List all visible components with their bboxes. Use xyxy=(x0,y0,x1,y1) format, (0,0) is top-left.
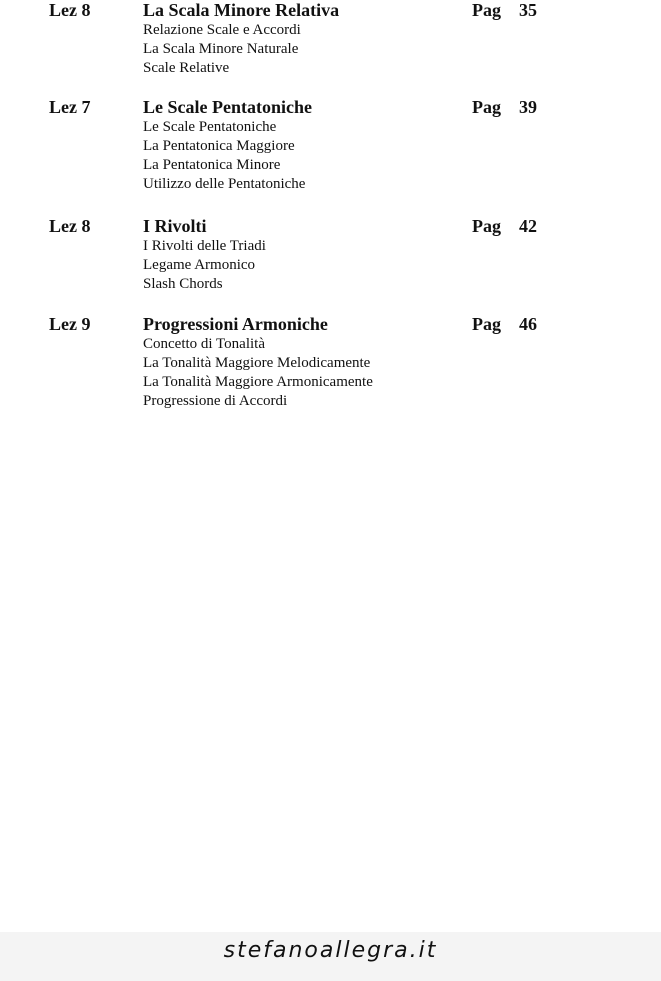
subtopic: La Tonalità Maggiore Armonicamente xyxy=(143,374,373,390)
lesson-number: Lez 8 xyxy=(49,0,91,20)
lesson-number: Lez 7 xyxy=(49,97,91,117)
footer-bar xyxy=(0,932,661,981)
subtopic: Le Scale Pentatoniche xyxy=(143,119,277,135)
lesson-number: Lez 8 xyxy=(49,216,91,236)
subtopic: La Pentatonica Minore xyxy=(143,157,281,173)
subtopic-list xyxy=(143,335,373,411)
page-label: Pag xyxy=(472,0,501,20)
subtopic: Progressione di Accordi xyxy=(143,393,288,409)
site-brand: stefanoallegra.it xyxy=(223,938,438,963)
subtopic: Slash Chords xyxy=(143,276,223,292)
subtopic: La Pentatonica Maggiore xyxy=(143,138,295,154)
subtopic: La Tonalità Maggiore Melodicamente xyxy=(143,355,371,371)
page-label: Pag xyxy=(472,314,501,334)
subtopic: I Rivolti delle Triadi xyxy=(143,238,266,254)
page-label: Pag xyxy=(472,216,501,236)
subtopic-list xyxy=(143,237,266,294)
lesson-title: Progressioni Armoniche xyxy=(143,314,328,334)
page-number: 35 xyxy=(519,0,537,20)
page-label: Pag xyxy=(472,97,501,117)
lesson-title: La Scala Minore Relativa xyxy=(143,0,340,20)
subtopic: La Scala Minore Naturale xyxy=(143,41,299,57)
subtopic: Legame Armonico xyxy=(143,257,256,273)
page-number: 46 xyxy=(519,314,537,334)
lesson-number: Lez 9 xyxy=(49,314,91,334)
page-number: 39 xyxy=(519,97,537,117)
subtopic-list xyxy=(143,21,301,78)
page-number: 42 xyxy=(519,216,537,236)
lesson-title: Le Scale Pentatoniche xyxy=(143,97,312,117)
subtopic-list xyxy=(143,118,305,194)
subtopic: Utilizzo delle Pentatoniche xyxy=(143,176,306,192)
lesson-title: I Rivolti xyxy=(143,216,207,236)
subtopic: Relazione Scale e Accordi xyxy=(143,22,301,38)
subtopic: Concetto di Tonalità xyxy=(143,336,265,352)
subtopic: Scale Relative xyxy=(143,60,230,76)
